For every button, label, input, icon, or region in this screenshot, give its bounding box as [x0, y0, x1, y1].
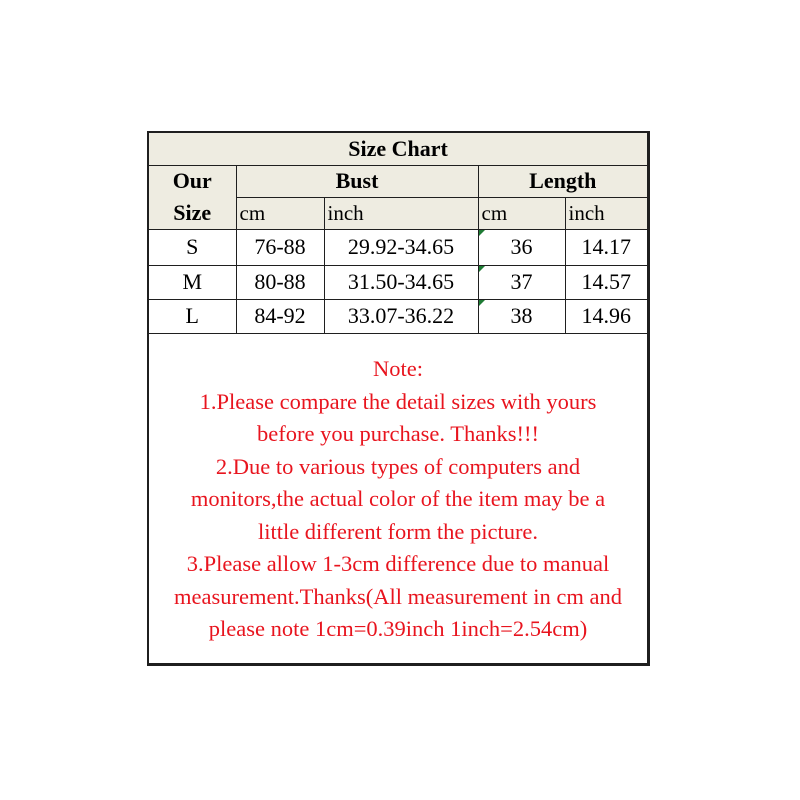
size-cell: M: [149, 265, 236, 299]
size-chart: [147, 131, 650, 666]
note-line: monitors,the actual color of the item may be a: [190, 486, 606, 511]
length-inch-cell: 14.17: [565, 229, 647, 265]
bust-inch-cell: 33.07-36.22: [324, 299, 478, 333]
cell-marker-icon: [479, 266, 485, 272]
bust-cm-cell: 76-88: [236, 229, 324, 265]
our-size-header-line2: Size: [149, 197, 236, 229]
our-size-header: Our: [149, 165, 236, 197]
bust-header: Bust: [236, 165, 478, 197]
bust-inch-cell: 31.50-34.65: [324, 265, 478, 299]
note-line: please note 1cm=0.39inch 1inch=2.54cm): [208, 616, 588, 641]
table-row: [149, 229, 647, 265]
bust-cm-cell: 84-92: [236, 299, 324, 333]
length-cm-cell: [478, 299, 565, 333]
header-row: [149, 165, 647, 197]
cell-marker-icon: [479, 230, 485, 236]
size-cell: S: [149, 229, 236, 265]
size-cell: L: [149, 299, 236, 333]
length-cm-header: cm: [478, 197, 565, 229]
chart-title: Size Chart: [149, 133, 647, 165]
note-line: 2.Due to various types of computers and: [215, 453, 581, 479]
length-cm-value: 38: [510, 303, 533, 328]
bust-inch-header: inch: [324, 197, 478, 229]
cell-marker-icon: [479, 300, 485, 306]
note-line: 3.Please allow 1-3cm difference due to manual: [186, 551, 610, 576]
note-line: Note:: [373, 356, 423, 381]
length-inch-header: inch: [565, 197, 647, 229]
length-header: Length: [478, 165, 647, 197]
note-line: measurement.Thanks(All measurement in cm and: [174, 583, 622, 609]
size-table: [149, 133, 647, 334]
bust-inch-cell: 29.92-34.65: [324, 229, 478, 265]
table-row: [149, 265, 647, 299]
length-cm-value: 37: [510, 269, 533, 294]
bust-cm-header: cm: [236, 197, 324, 229]
length-inch-cell: 14.96: [565, 299, 647, 333]
note-line: before you purchase. Thanks!!!: [257, 421, 539, 446]
table-row: [149, 299, 647, 333]
length-inch-cell: 14.57: [565, 265, 647, 299]
subheader-row: [149, 197, 647, 229]
length-cm-cell: [478, 265, 565, 299]
length-cm-value: 36: [510, 234, 533, 259]
note-text: [149, 353, 647, 646]
note-line: 1.Please compare the detail sizes with yours: [199, 388, 597, 414]
title-row: [149, 133, 647, 165]
length-cm-cell: [478, 229, 565, 265]
bust-cm-cell: 80-88: [236, 265, 324, 299]
note-line: little different form the picture.: [257, 518, 539, 544]
